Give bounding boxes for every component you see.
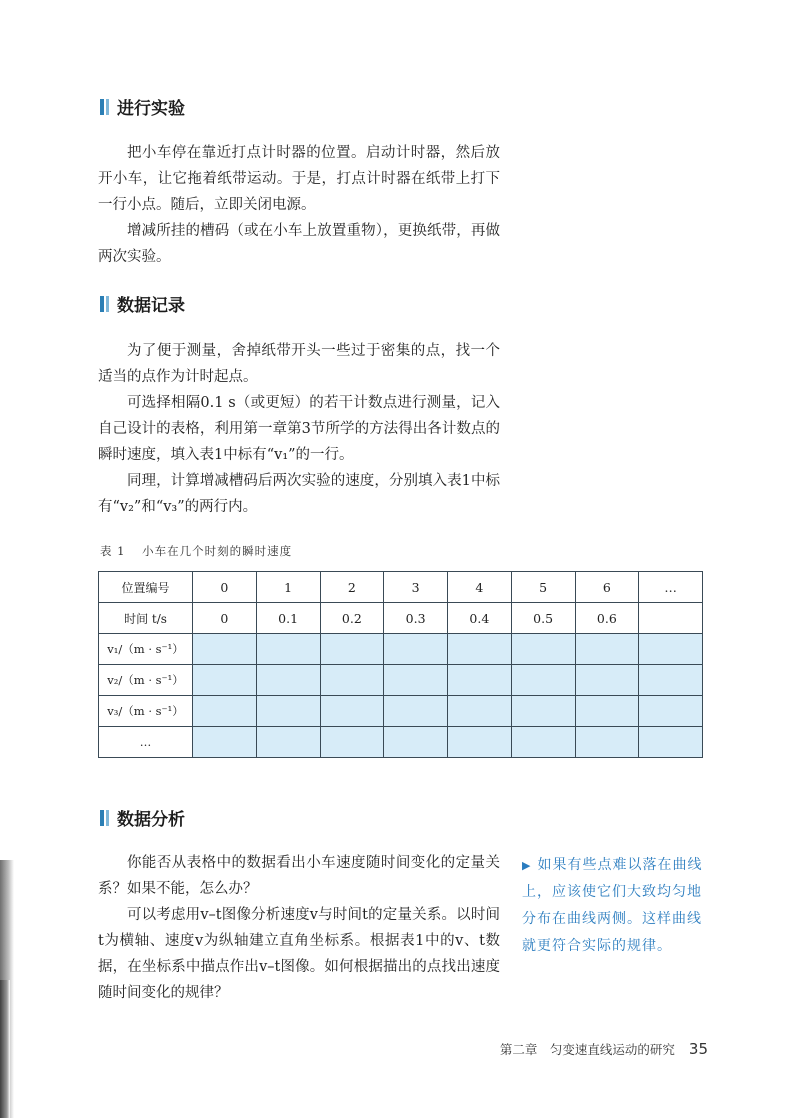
section-heading-experiment [100,94,185,119]
table-cell: 1 [256,572,320,603]
section-title: 进行实验 [117,99,185,119]
table-cell [575,634,639,665]
section-bar-icon [100,810,109,826]
section-heading-record [100,291,185,316]
table-cell [384,696,448,727]
page-footer [500,1040,708,1058]
table-cell: 0.5 [511,603,575,634]
table-cell: v₁/（m · s⁻¹） [99,634,193,665]
paragraph: 为了便于测量，舍掉纸带开头一些过于密集的点，找一个适当的点作为计时起点。 [98,343,500,385]
section-heading-analysis [100,805,185,830]
table-row [99,665,703,696]
table-cell: 3 [384,572,448,603]
paragraph: 你能否从表格中的数据看出小车速度随时间变化的定量关系？如果不能，怎么办？ [98,855,500,897]
table-cell [320,634,384,665]
table-cell: 0.4 [448,603,512,634]
table-cell [256,634,320,665]
table-caption [100,543,292,559]
table-cell [639,603,703,634]
table-cell [320,727,384,758]
table-cell [193,727,257,758]
margin-note-text: 如果有些点难以落在曲线上，应该使它们大致均匀地分布在曲线两侧。这样曲线就更符合实际的规律。 [522,857,703,954]
table-cell: … [639,572,703,603]
triangle-marker-icon: ▶ [522,859,532,872]
paragraph: 可以考虑用v–t图像分析速度v与时间t的定量关系。以时间t为横轴、速度v为纵轴建立直角坐标系。根据表1中的v、t数据，在坐标系中描点作出v–t图像。如何根据描出的点找出速度随时间变化的规律？ [98,907,500,1001]
table-cell [320,665,384,696]
table-cell [575,665,639,696]
table-cell [256,696,320,727]
table-row [99,572,703,603]
table-cell: 4 [448,572,512,603]
table-cell [575,727,639,758]
paragraph: 把小车停在靠近打点计时器的位置。启动计时器，然后放开小车，让它拖着纸带运动。于是，打点计时器在纸带上打下一行小点。随后，立即关闭电源。 [98,145,500,213]
table-cell [639,696,703,727]
table-cell [575,696,639,727]
table-cell [193,665,257,696]
table-caption-text: 小车在几个时刻的瞬时速度 [142,544,293,558]
table-cell [448,696,512,727]
table-cell: v₃/（m · s⁻¹） [99,696,193,727]
table-cell [384,634,448,665]
table-row [99,696,703,727]
table-cell: … [99,727,193,758]
table-cell [448,634,512,665]
table-cell: 2 [320,572,384,603]
table-cell: 0.1 [256,603,320,634]
table-cell: 0.3 [384,603,448,634]
table-cell: 时间 t/s [99,603,193,634]
table-cell: 0 [193,603,257,634]
table-cell [639,634,703,665]
table-cell [639,727,703,758]
section-title: 数据记录 [117,296,185,316]
table-cell [256,727,320,758]
section-bar-icon [100,99,109,115]
page-edge-shadow-dark [0,980,10,1118]
table-row [99,603,703,634]
table-cell: 0.2 [320,603,384,634]
table-cell [639,665,703,696]
paragraph: 同理，计算增减槽码后两次实验的速度，分别填入表1中标有“v₂”和“v₃”的两行内。 [98,473,500,515]
table-row [99,634,703,665]
table-cell: v₂/（m · s⁻¹） [99,665,193,696]
table-cell: 0.6 [575,603,639,634]
table-cell [511,696,575,727]
table-cell [511,634,575,665]
paragraph: 可选择相隔0.1 s（或更短）的若干计数点进行测量，记入自己设计的表格，利用第一章第3节所学的方法得出各计数点的瞬时速度，填入表1中标有“v₁”的一行。 [98,395,500,463]
table-cell [448,665,512,696]
velocity-table [98,571,703,758]
chapter-title: 第二章 匀变速直线运动的研究 [499,1042,675,1057]
table-cell [511,727,575,758]
section-bar-icon [100,296,109,312]
margin-note [522,852,712,960]
table-cell [256,665,320,696]
table-cell [320,696,384,727]
table-caption-label: 表 1 [100,544,126,558]
table-row [99,727,703,758]
table-cell: 5 [511,572,575,603]
table-cell [384,665,448,696]
table-cell [193,696,257,727]
section-title: 数据分析 [117,810,185,830]
table-cell: 0 [193,572,257,603]
table-cell: 位置编号 [99,572,193,603]
table-cell [384,727,448,758]
paragraph: 增减所挂的槽码（或在小车上放置重物），更换纸带，再做两次实验。 [98,223,500,265]
table-cell [193,634,257,665]
table-cell: 6 [575,572,639,603]
table-cell [511,665,575,696]
table-cell [448,727,512,758]
page-number: 35 [688,1040,708,1058]
